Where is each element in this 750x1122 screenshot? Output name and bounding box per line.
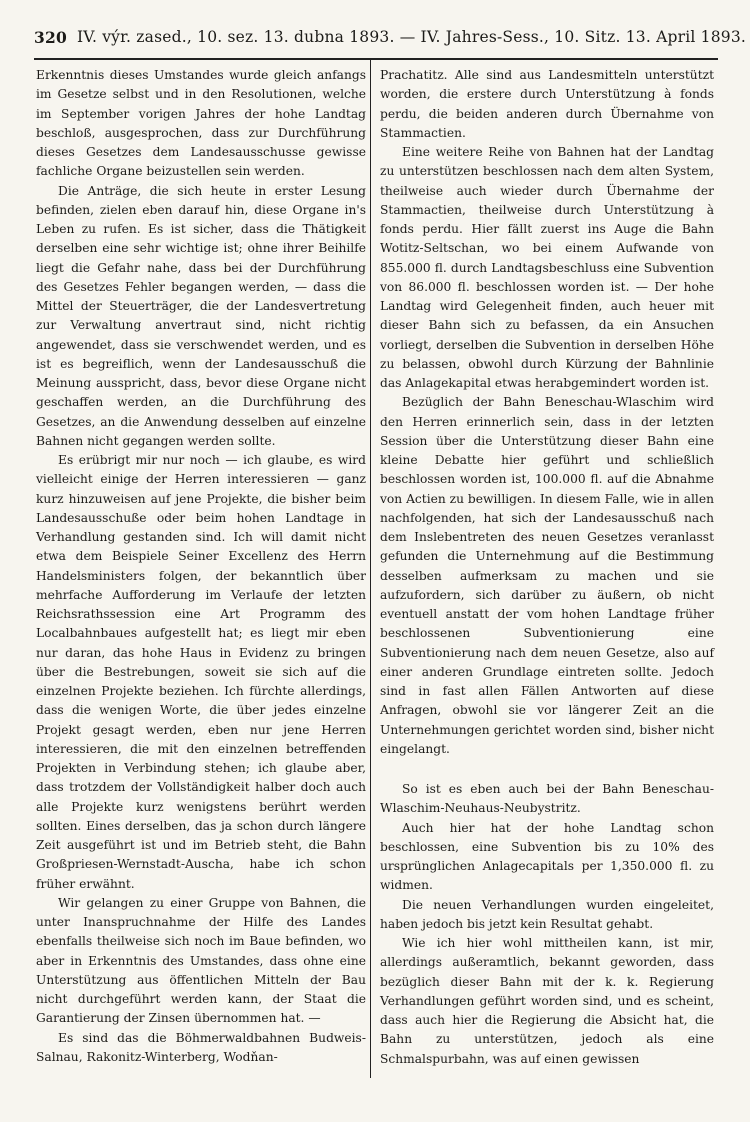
header-rule xyxy=(34,58,718,60)
column-divider xyxy=(370,58,371,1078)
paragraph: Prachatitz. Alle sind aus Landesmitteln unterstützt worden, die erstere durch Unterstützung à fonds perdu, die beiden anderen durch Übernahme von Stammactien. xyxy=(380,68,714,140)
paragraph: Wir gelangen zu einer Gruppe von Bahnen, die unter Inanspruchnahme der Hilfe des Landes ebenfalls theilweise sich noch im Baue befinden, wo aber in Erkenntnis des Umstandes, dass ohne eine Unterstützung aus öffentlichen Mitteln der Bau nicht durchgeführt werden kann, der Staat die Garantierung der Zinsen übernommen hat. — xyxy=(36,895,366,1026)
paragraph: Es erübrigt mir nur noch — ich glaube, es wird vielleicht einige der Herren interessieren — ganz kurz hinzuweisen auf jene Projekte, die bisher beim Landesausschuße oder beim hohen Landtage in Verhandlung gestanden sind. Ich will damit nicht etwa dem Beispiele Seiner Excellenz des Herrn Handelsministers folgen, der bekanntlich über mehrfache Aufforderung im Verlaufe der letzten Reichsrathssession eine Art Programm des Localbahnbaues aufgestellt hat; es liegt mir eben nur daran, das hohe Haus in Evidenz zu bringen über die Bestrebungen, soweit sie sich auf die einzelnen Projekte beziehen. Ich fürchte allerdings, dass die wenigen Worte, die über jedes einzelne Projekt gesagt werden, eben nur jene Herren interessieren, die mit den einzelnen betreffenden Projekten in Verbindung stehen; ich glaube aber, dass trotzdem der Vollständigkeit halber doch auch alle Projekte kurz wenigstens berührt werden sollten. Eines derselben, das ja schon durch längere Zeit ausgeführt ist und im Betrieb steht, die Bahn Großpriesen-Wernstadt-Auscha, habe ich schon früher erwähnt. xyxy=(36,453,366,891)
paragraph: Erkenntnis dieses Umstandes wurde gleich anfangs im Gesetze selbst und in den Resolutionen, welche im September vorigen Jahres der hohe Landtag beschloß, ausgesprochen, dass zur Durchführung dieses Gesetzes dem Landesausschusse gewisse fachliche Organe beizustellen sein werden. xyxy=(36,68,366,179)
paragraph: Die Anträge, die sich heute in erster Lesung befinden, zielen eben darauf hin, diese Organe in's Leben zu rufen. Es ist sicher, dass die Thätigkeit derselben eine sehr wichtige ist; ohne ihrer Beihilfe liegt die Gefahr nahe, dass bei der Durchführung des Gesetzes Fehler begangen werden, — dass die Mittel der Steuerträger, die der Landesvertretung zur Verwaltung anvertraut sind, nicht richtig angewendet, dass sie verschwendet werden, und es ist es begreiflich, wenn der Landesausschuß die Meinung ausspricht, dass, bevor diese Organe nicht geschaffen werden, an die Durchführung des Gesetzes, an die Anwendung desselben auf einzelne Bahnen nicht gegangen werden sollte. xyxy=(36,183,366,448)
paragraph: Es sind das die Böhmerwaldbahnen Budweis-Salnau, Rakonitz-Winterberg, Wodňan- xyxy=(36,1030,366,1064)
right-column xyxy=(380,66,714,1069)
paragraph: Die neuen Verhandlungen wurden eingeleitet, haben jedoch bis jetzt kein Resultat gehabt. xyxy=(380,897,714,931)
paragraph: Auch hier hat der hohe Landtag schon beschlossen, eine Subvention bis zu 10% des ursprünglichen Anlagecapitals per 1,350.000 fl. zu widmen. xyxy=(380,820,714,893)
page-number: 320 xyxy=(34,27,67,47)
left-column xyxy=(36,66,366,1067)
running-title: IV. výr. zased., 10. sez. 13. dubna 1893. — IV. Jahres-Sess., 10. Sitz. 13. April 1893. xyxy=(76,28,747,46)
paragraph: Eine weitere Reihe von Bahnen hat der Landtag zu unterstützen beschlossen nach dem alten System, theilweise auch wieder durch Übernahme der Stammactien, theilweise durch Unterstützung à fonds perdu. Hier fällt zuerst ins Auge die Bahn Wotitz-Seltschan, wo bei einem Aufwande von 855.000 fl. durch Landtagsbeschluss eine Subvention von 86.000 fl. beschlossen worden ist. — Der hohe Landtag wird Gelegenheit finden, auch heuer mit dieser Bahn sich zu befassen, da ein Ansuchen vorliegt, derselben die Subvention in derselben Höhe zu belassen, obwohl durch Kürzung der Bahnlinie das Anlagekapital etwas herabgemindert worden ist. xyxy=(380,145,714,390)
page-header xyxy=(34,22,747,52)
paragraph: So ist es eben auch bei der Bahn Beneschau-Wlaschim-Neuhaus-Neubystritz. xyxy=(380,782,714,816)
paragraph: Bezüglich der Bahn Beneschau-Wlaschim wird den Herren erinnerlich sein, dass in der letzten Session über die Unterstützung dieser Bahn eine kleine Debatte hier geführt und schließlich beschlossen worden ist, 100.000 fl. auf die Abnahme von Actien zu bewilligen. In diesem Falle, wie in allen nachfolgenden, hat sich der Landesausschuß nach dem Inslebentreten des neuen Gesetzes veranlasst gefunden die Unternehmung auf die Bestimmung desselben aufmerksam zu machen und sie aufzufordern, sich darüber zu äußern, ob nicht eventuell anstatt der vom hohen Landtage früher beschlossenen Subventionierung eine Subventionierung nach dem neuen Gesetze, also auf einer anderen Grundlage eintreten sollte. Jedoch sind in fast allen Fällen Antworten auf diese Anfragen, obwohl sie vor längerer Zeit an die Unternehmungen gerichtet worden sind, bisher nicht eingelangt. xyxy=(380,395,714,756)
paragraph: Wie ich hier wohl mittheilen kann, ist mir, allerdings außeramtlich, bekannt geworden, dass bezüglich dieser Bahn mit der k. k. Regierung Verhandlungen geführt worden sind, und es scheint, dass auch hier die Regierung die Absicht hat, die Bahn zu unterstützen, jedoch als eine Schmalspurbahn, was auf einen gewissen xyxy=(380,936,714,1066)
